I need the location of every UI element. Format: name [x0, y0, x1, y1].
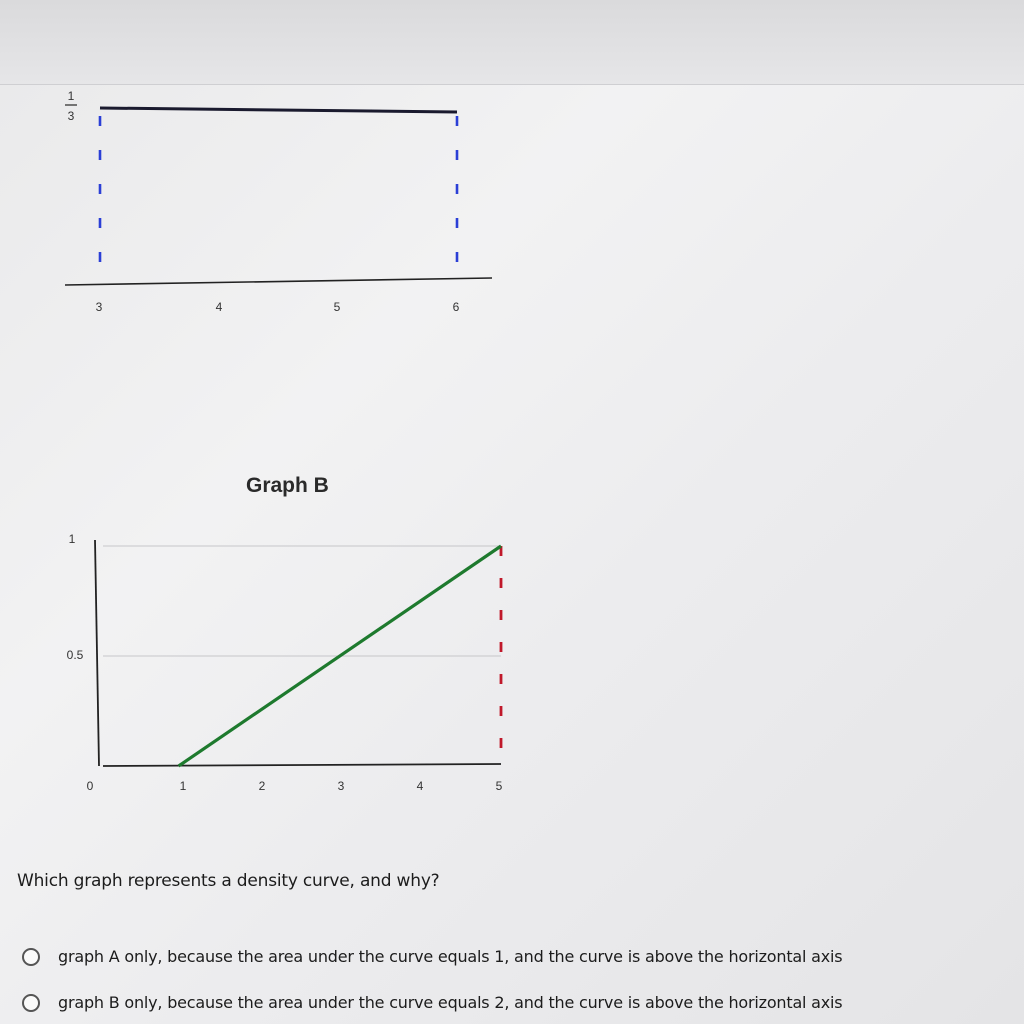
x-tick-label: 3	[337, 779, 345, 793]
graph-a	[0, 80, 520, 330]
x-tick-label: 4	[215, 300, 223, 314]
x-axis	[103, 764, 501, 766]
x-tick-label: 3	[95, 300, 103, 314]
radio-button[interactable]	[22, 948, 40, 966]
x-tick-label: 6	[452, 300, 460, 314]
x-tick-label: 4	[416, 779, 424, 793]
x-tick-label: 5	[495, 779, 503, 793]
top-shadow	[0, 0, 1024, 85]
x-tick-label: 1	[179, 779, 187, 793]
option-label: graph A only, because the area under the curve equals 1, and the curve is above the horizontal axis	[58, 947, 843, 966]
x-tick-label: 2	[258, 779, 266, 793]
y-tick-label: 1	[68, 532, 76, 546]
x-tick-label: 0	[86, 779, 94, 793]
y-tick-denominator: 3	[67, 109, 75, 123]
option-label: graph B only, because the area under the curve equals 2, and the curve is above the horizontal axis	[58, 993, 843, 1012]
option-graph-b-only[interactable]	[22, 993, 842, 1012]
x-axis	[65, 278, 492, 285]
question-text: Which graph represents a density curve, and why?	[17, 871, 440, 891]
y-tick-label: 0.5	[66, 648, 84, 662]
y-tick-numerator: 1	[67, 89, 75, 103]
graph-b	[0, 520, 560, 800]
graph-b-title: Graph B	[246, 474, 329, 497]
radio-button[interactable]	[22, 994, 40, 1012]
density-curve	[100, 108, 457, 112]
option-graph-a-only[interactable]	[22, 947, 842, 966]
x-tick-label: 5	[333, 300, 341, 314]
y-axis	[95, 540, 99, 766]
